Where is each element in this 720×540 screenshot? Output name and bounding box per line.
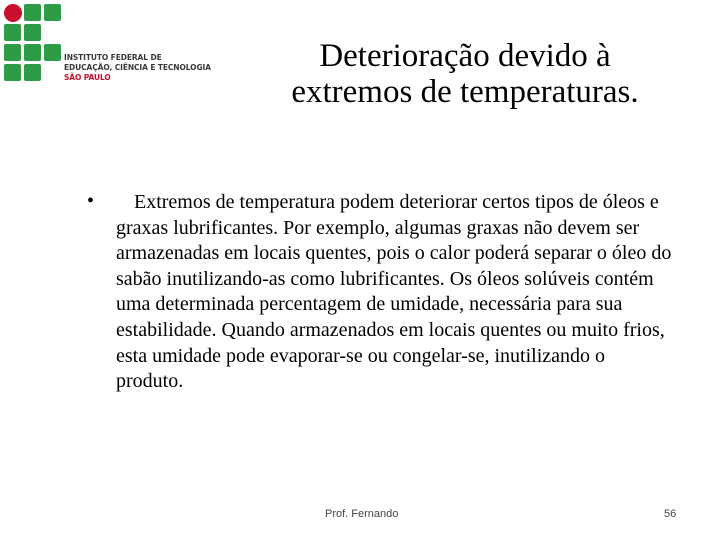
logo-line-2: EDUCAÇÃO, CIÊNCIA E TECNOLOGIA	[64, 63, 211, 72]
title-line-1: Deterioração devido à	[319, 38, 611, 74]
institution-logo	[2, 2, 212, 84]
logo-grid-icon	[2, 2, 64, 84]
logo-red-dot	[4, 4, 22, 22]
bullet-marker: •	[87, 190, 95, 212]
logo-line-1: INSTITUTO FEDERAL DE	[64, 53, 162, 62]
slide-title	[240, 38, 690, 110]
body-paragraph: Extremos de temperatura podem deteriorar certos tipos de óleos e graxas lubrificantes. Por exemplo, algumas graxas não devem ser armazenadas em locais quentes, pois o calor poderá separar o óleo do sabão inutilizando-as como lubrificantes. Os óleos solúveis contém uma determinada percentagem de umidade, necessária para sua estabilidade. Quando armazenados em locais quentes ou muito frios, esta umidade pode evaporar-se ou congelar-se, inutilizando o produto.	[116, 191, 672, 393]
footer-author: Prof. Fernando	[325, 508, 399, 520]
logo-text	[64, 53, 211, 83]
logo-line-3: SÃO PAULO	[64, 73, 111, 82]
title-line-2: extremos de temperaturas.	[291, 74, 639, 110]
page-number: 56	[664, 508, 677, 520]
